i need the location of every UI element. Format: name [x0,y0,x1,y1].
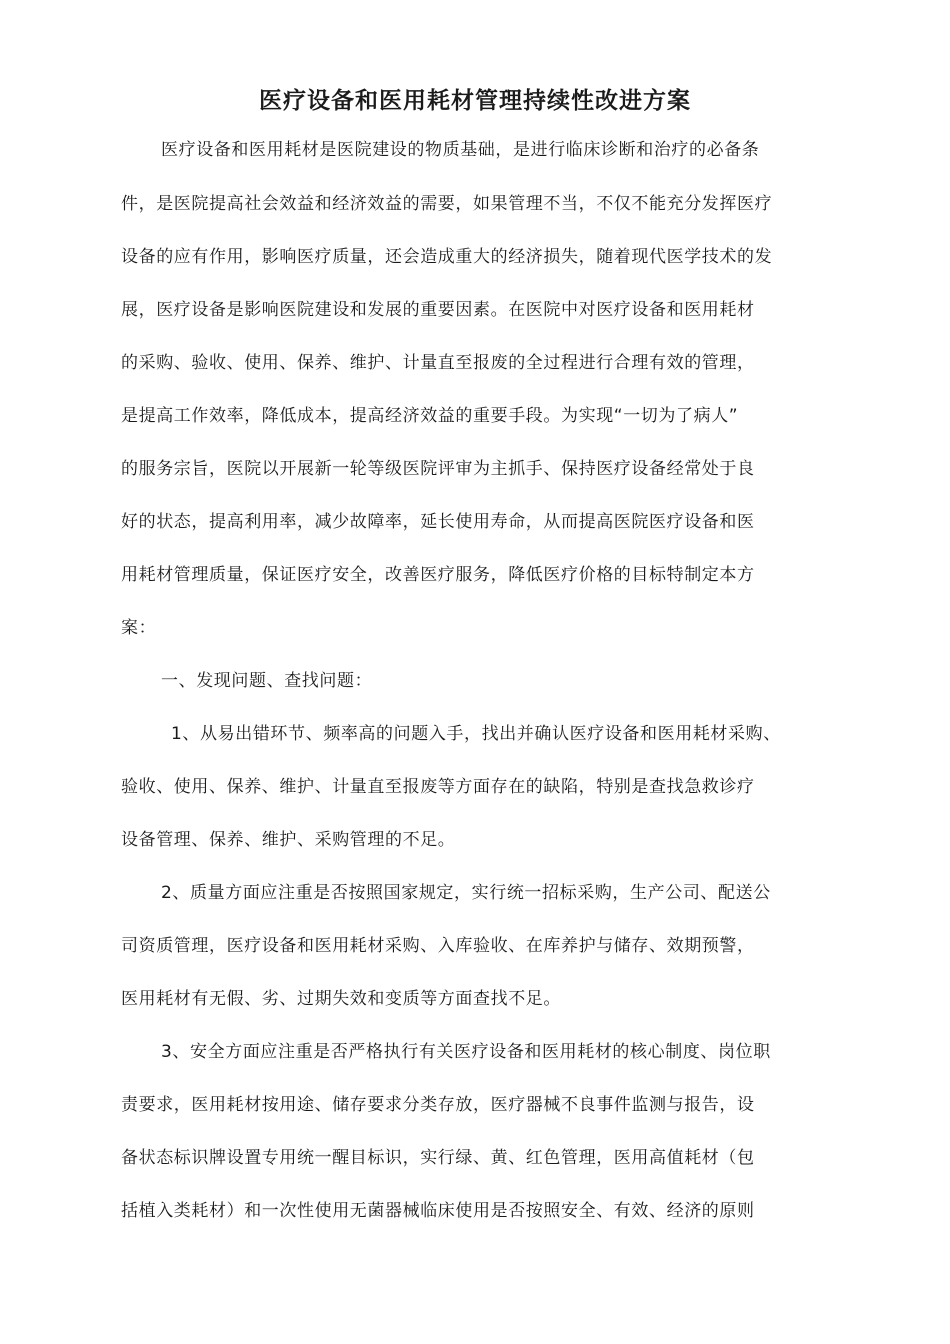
list-item-line: 医用耗材有无假、劣、过期失效和变质等方面查找不足。 [121,989,561,1009]
list-item-line: 2、质量方面应注重是否按照国家规定，实行统一招标采购，生产公司、配送公 [161,883,771,903]
paragraph-line: 的服务宗旨，医院以开展新一轮等级医院评审为主抓手、保持医疗设备经常处于良 [121,459,755,479]
paragraph-line: 是提高工作效率，降低成本，提高经济效益的重要手段。为实现“一切为了病人” [121,406,739,426]
list-item-line: 司资质管理，医疗设备和医用耗材采购、入库验收、在库养护与储存、效期预警， [121,936,755,956]
section-heading: 一、发现问题、查找问题： [161,671,373,691]
paragraph-line: 案： [121,618,157,638]
paragraph-line: 好的状态，提高利用率，减少故障率，延长使用寿命，从而提高医院医疗设备和医 [121,512,755,532]
paragraph-line: 的采购、验收、使用、保养、维护、计量直至报废的全过程进行合理有效的管理， [121,353,755,373]
list-item-line: 括植入类耗材）和一次性使用无菌器械临床使用是否按照安全、有效、经济的原则 [121,1201,755,1221]
list-item-line: 备状态标识牌设置专用统一醒目标识，实行绿、黄、红色管理，医用高值耗材（包 [121,1148,755,1168]
paragraph-line: 件，是医院提高社会效益和经济效益的需要，如果管理不当，不仅不能充分发挥医疗 [121,194,773,214]
paragraph-line: 设备的应有作用，影响医疗质量，还会造成重大的经济损失，随着现代医学技术的发 [121,247,773,267]
list-item-line: 设备管理、保养、维护、采购管理的不足。 [121,830,456,850]
paragraph-line: 展，医疗设备是影响医院建设和发展的重要因素。在医院中对医疗设备和医用耗材 [121,300,755,320]
list-item-line: 验收、使用、保养、维护、计量直至报废等方面存在的缺陷，特别是查找急救诊疗 [121,777,755,797]
list-item-line: 3、安全方面应注重是否严格执行有关医疗设备和医用耗材的核心制度、岗位职 [161,1042,771,1062]
list-item-line: 责要求，医用耗材按用途、储存要求分类存放，医疗器械不良事件监测与报告，设 [121,1095,755,1115]
paragraph-line: 用耗材管理质量，保证医疗安全，改善医疗服务，降低医疗价格的目标特制定本方 [121,565,755,585]
document-title: 医疗设备和医用耗材管理持续性改进方案 [259,88,691,114]
paragraph-line: 医疗设备和医用耗材是医院建设的物质基础，是进行临床诊断和治疗的必备条 [161,140,760,160]
list-item-line: 1、从易出错环节、频率高的问题入手，找出并确认医疗设备和医用耗材采购、 [171,724,781,744]
